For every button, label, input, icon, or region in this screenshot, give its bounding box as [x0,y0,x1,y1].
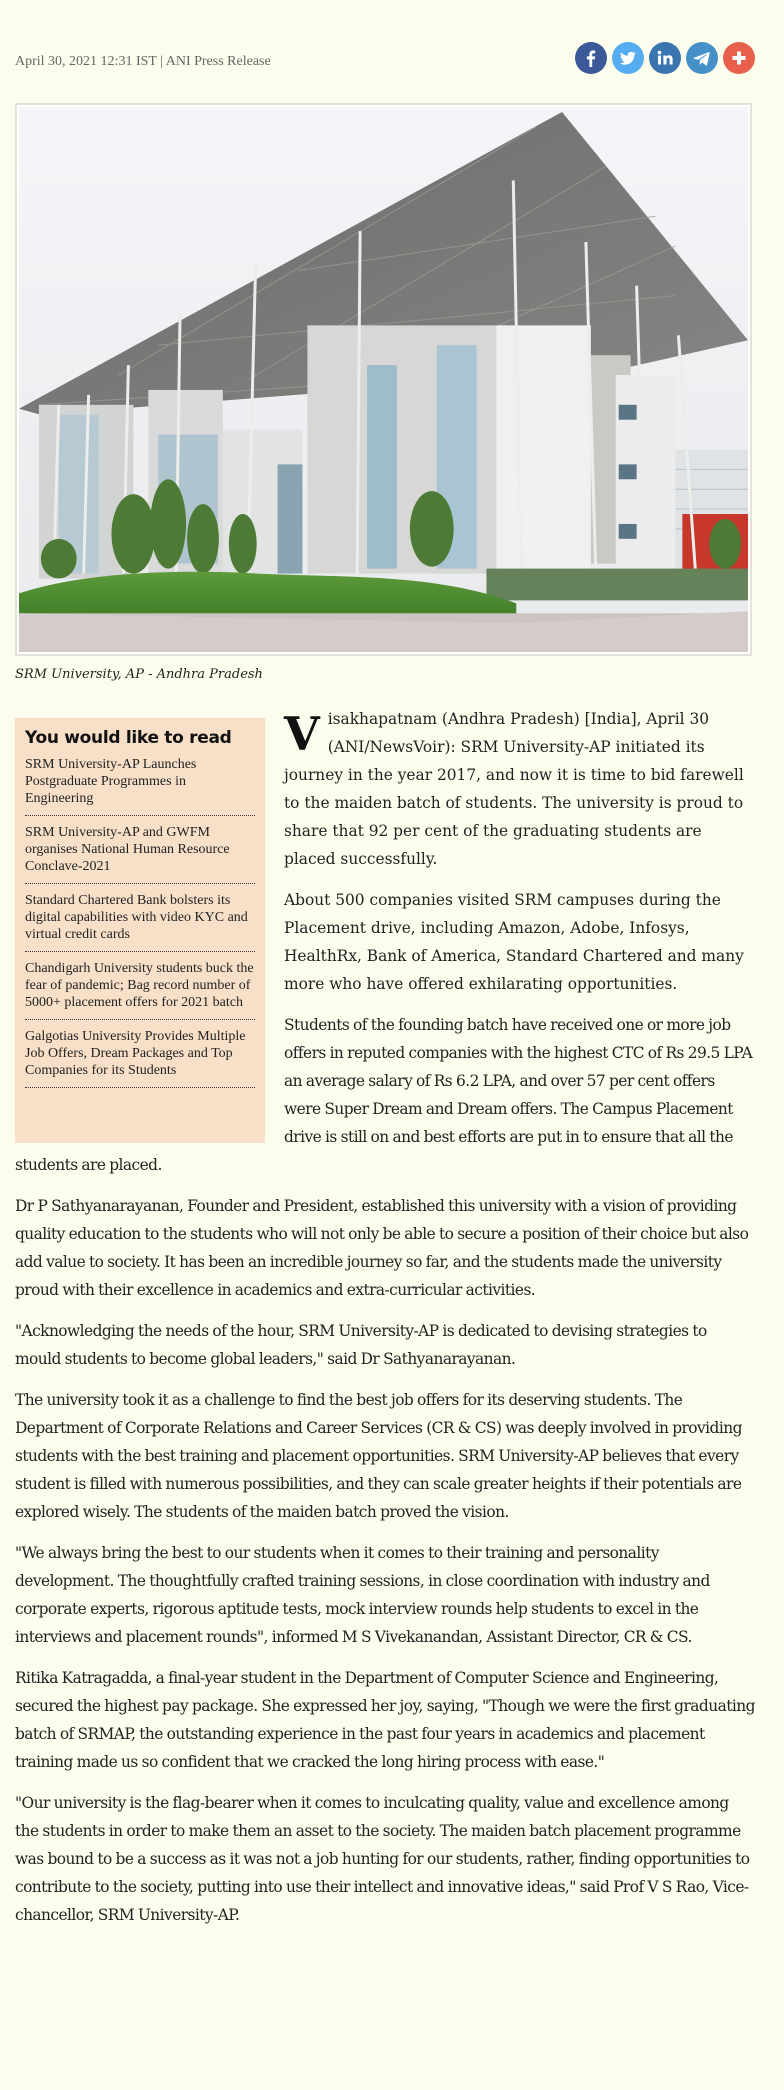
dateline: April 30, 2021 12:31 IST | ANI Press Release [15,54,271,69]
article-paragraph: "Acknowledging the needs of the hour, SRM University-AP is dedicated to devising strategies to mould students to become global leaders," said Dr Sathyanarayanan. [15,1322,707,1368]
dropcap: V [284,707,320,761]
article-meta [15,40,770,80]
share-facebook-button[interactable] [575,42,607,74]
share-twitter-button[interactable] [612,42,644,74]
related-link[interactable]: Standard Chartered Bank bolsters its digital capabilities with video KYC and virtual credit cards [25,888,255,952]
article-body [15,705,755,1942]
related-link[interactable]: SRM University-AP and GWFM organises National Human Resource Conclave-2021 [25,820,255,884]
article-paragraph: Dr P Sathyanarayanan, Founder and President, established this university with a vision of providing quality education to the students who will not only be able to secure a position of their choice but also add value to society. It has been an incredible journey so far, and the students made the university proud with their excellence in academics and extra-curricular activities. [15,1197,749,1299]
twitter-icon [618,48,638,68]
share-more-button[interactable] [723,42,755,74]
related-link[interactable]: Chandigarh University students buck the fear of pandemic; Bag record number of 5000+ placement offers for 2021 batch [25,956,255,1020]
related-link[interactable]: SRM University-AP Launches Postgraduate Programmes in Engineering [25,752,255,816]
article-paragraph: "Our university is the flag-bearer when it comes to inculcating quality, value and excellence among the students in order to make them an asset to the society. The maiden batch placement programme was bound to be a success as it was not a job hunting for our students, rather, finding opportunities to contribute to the society, putting into use their intellect and innovative ideas," said Prof V S Rao, Vice-chancellor, SRM University-AP. [15,1794,750,1924]
article-paragraph: "We always bring the best to our students when it comes to their training and personality development. The thoughtfully crafted training sessions, in close coordination with industry and corporate experts, rigorous aptitude tests, mock interview rounds help students to excel in the interviews and placement rounds", informed M S Vivekanandan, Assistant Director, CR & CS. [15,1544,710,1646]
linkedin-icon [655,48,675,68]
article-paragraph: Visakhapatnam (Andhra Pradesh) [India], April 30 (ANI/NewsVoir): SRM University-AP initiated its journey in the year 2017, and now it is time to bid farewell to the maiden batch of students. The university is proud to share that 92 per cent of the graduating students are placed successfully. [284,707,744,868]
article-paragraph: Ritika Katragadda, a final-year student in the Department of Computer Science and Engineering, secured the highest pay package. She expressed her joy, saying, "Though we were the first graduating batch of SRMAP, the outstanding experience in the past four years in academics and placement training made us so confident that we cracked the long hiring process with ease." [15,1669,755,1771]
share-buttons [575,42,755,74]
related-link[interactable]: Galgotias University Provides Multiple Job Offers, Dream Packages and Top Companies for its Students [25,1024,255,1088]
related-spacer [15,705,265,1145]
share-telegram-button[interactable] [686,42,718,74]
related-title: You would like to read [25,728,232,748]
article-paragraph: Students of the founding batch have received one or more job offers in reputed companies with the highest CTC of Rs 29.5 LPA an average salary of Rs 6.2 LPA, and over 57 per cent offers were Super Dream and Dream offers. The Campus Placement drive is still on and best efforts are put in to ensure that all the students are placed. [15,1016,753,1174]
photo-caption: SRM University, AP - Andhra Pradesh [15,667,263,682]
article-paragraph: About 500 companies visited SRM campuses during the Placement drive, including Amazon, Adobe, Infosys, HealthRx, Bank of America, Standard Chartered and many more who have offered exhilarating opportunities. [284,891,744,993]
share-linkedin-button[interactable] [649,42,681,74]
plus-icon [729,48,749,68]
telegram-icon [692,48,712,68]
building-photo [19,107,748,652]
article-paragraph: The university took it as a challenge to find the best job offers for its deserving students. The Department of Corporate Relations and Career Services (CR & CS) was deeply involved in providing students with the best training and placement opportunities. SRM University-AP believes that every student is filled with numerous possibilities, and they can scale greater heights if their potentials are explored wisely. The students of the maiden batch proved the vision. [15,1391,742,1521]
facebook-icon [581,48,601,68]
article-photo [15,103,752,656]
